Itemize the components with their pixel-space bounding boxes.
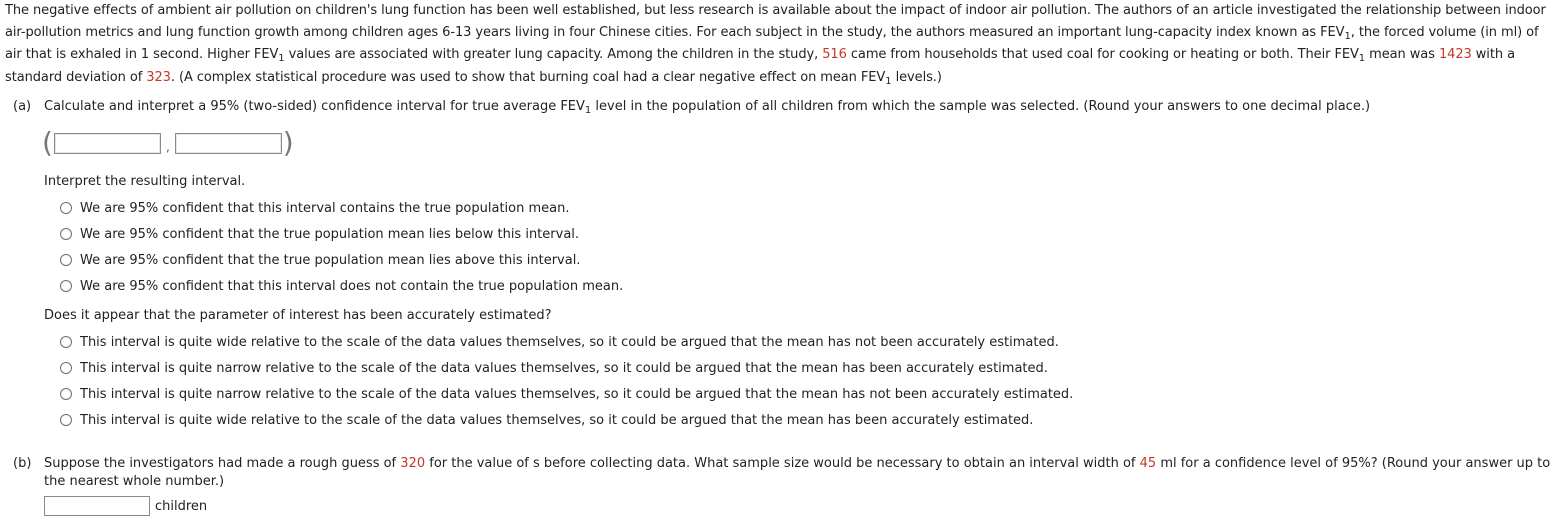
fev-subscript: 1 xyxy=(278,53,285,65)
accuracy-option-3[interactable] xyxy=(60,385,1073,403)
accuracy-option-1[interactable] xyxy=(60,333,1059,351)
option-label: This interval is quite narrow relative to the scale of the data values themselves, so it could be argued that the mean has been accurately estimated. xyxy=(80,360,1048,376)
question-text: for the value of s before collecting data. What sample size would be necessary to obtain an interval width of xyxy=(425,456,1140,471)
option-label: We are 95% confident that this interval contains the true population mean. xyxy=(80,200,570,216)
question-text: level in the population of all children from which the sample was selected. (Round your answers to one decimal place.) xyxy=(591,99,1371,114)
intro-text: levels.) xyxy=(891,69,942,85)
interpret-prompt: Interpret the resulting interval. xyxy=(44,174,246,189)
option-label: This interval is quite wide relative to the scale of the data values themselves, so it could be argued that the mean has been accurately estimated. xyxy=(80,412,1034,428)
option-label: We are 95% confident that the true population mean lies below this interval. xyxy=(80,226,580,242)
ci-comma: , xyxy=(165,140,170,154)
fev-subscript: 1 xyxy=(1358,53,1366,65)
radio-button[interactable] xyxy=(60,280,72,292)
question-text: Calculate and interpret a 95% (two-sided) confidence interval for true average FEV xyxy=(44,99,585,114)
sd-value: 323 xyxy=(146,69,171,85)
radio-button[interactable] xyxy=(60,362,72,374)
ci-lower-bound-input[interactable] xyxy=(54,133,161,154)
part-b-question xyxy=(44,455,1559,491)
option-label: This interval is quite narrow relative to the scale of the data values themselves, so it could be argued that the mean has not been accurately estimated. xyxy=(80,386,1074,402)
open-paren: ( xyxy=(42,126,53,159)
radio-button[interactable] xyxy=(60,388,72,400)
interpret-option-2[interactable] xyxy=(60,225,579,243)
interval-width-value: 45 xyxy=(1139,456,1157,471)
accuracy-option-4[interactable] xyxy=(60,411,1033,429)
accuracy-option-2[interactable] xyxy=(60,359,1048,377)
intro-text: mean was xyxy=(1365,47,1439,63)
option-label: We are 95% confident that this interval does not contain the true population mean. xyxy=(80,278,624,294)
option-label: This interval is quite wide relative to the scale of the data values themselves, so it could be argued that the mean has not been accurately estimated. xyxy=(80,334,1059,350)
radio-button[interactable] xyxy=(60,202,72,214)
radio-button[interactable] xyxy=(60,254,72,266)
part-b-label: (b) xyxy=(13,456,32,471)
question-text: ml for a confidence level of 95%? (Round your answer up to the nearest whole number.) xyxy=(44,456,1551,489)
fev-subscript: 1 xyxy=(885,75,892,87)
close-paren: ) xyxy=(282,126,294,159)
question-text: Suppose the investigators had made a rough guess of xyxy=(44,456,401,471)
intro-text: with a standard deviation of xyxy=(5,47,1515,85)
problem-intro xyxy=(5,0,1557,89)
interpret-option-1[interactable] xyxy=(60,199,569,217)
sample-size-answer-row xyxy=(44,496,207,516)
sample-size-input[interactable] xyxy=(44,496,150,516)
part-a-label: (a) xyxy=(13,99,32,114)
fev-subscript: 1 xyxy=(584,105,592,116)
mean-value: 1423 xyxy=(1438,47,1472,63)
intro-text: , the forced volume (in ml) of air that is exhaled in 1 second. Higher FEV xyxy=(5,24,1539,63)
intro-text: came from households that used coal for cooking or heating or both. Their FEV xyxy=(846,47,1359,63)
part-a-question xyxy=(44,98,1370,117)
intro-text: values are associated with greater lung capacity. Among the children in the study, xyxy=(284,47,823,63)
confidence-interval-input-group xyxy=(42,128,294,158)
intro-text: . (A complex statistical procedure was used to show that burning coal had a clear negative effect on mean FEV xyxy=(170,69,886,85)
radio-button[interactable] xyxy=(60,228,72,240)
radio-button[interactable] xyxy=(60,414,72,426)
fev-subscript: 1 xyxy=(1344,30,1351,42)
interpret-option-4[interactable] xyxy=(60,277,623,295)
guess-value: 320 xyxy=(400,456,426,471)
ci-upper-bound-input[interactable] xyxy=(175,133,282,154)
radio-button[interactable] xyxy=(60,336,72,348)
option-label: We are 95% confident that the true population mean lies above this interval. xyxy=(80,252,581,268)
sample-size-value: 516 xyxy=(822,47,847,63)
accuracy-prompt: Does it appear that the parameter of interest has been accurately estimated? xyxy=(44,308,552,323)
interpret-option-3[interactable] xyxy=(60,251,580,269)
sample-size-unit: children xyxy=(155,499,208,514)
intro-text: The negative effects of ambient air pollution on children's lung function has been well established, but less research is available about the impact of indoor air pollution. The authors of an article investigated the relationship between indoor air-pollution metrics and lung function growth among children ages 6-13 years living in four Chinese cities. For each subject in the study, the authors measured an important lung-capacity index known as FEV xyxy=(5,3,1546,40)
